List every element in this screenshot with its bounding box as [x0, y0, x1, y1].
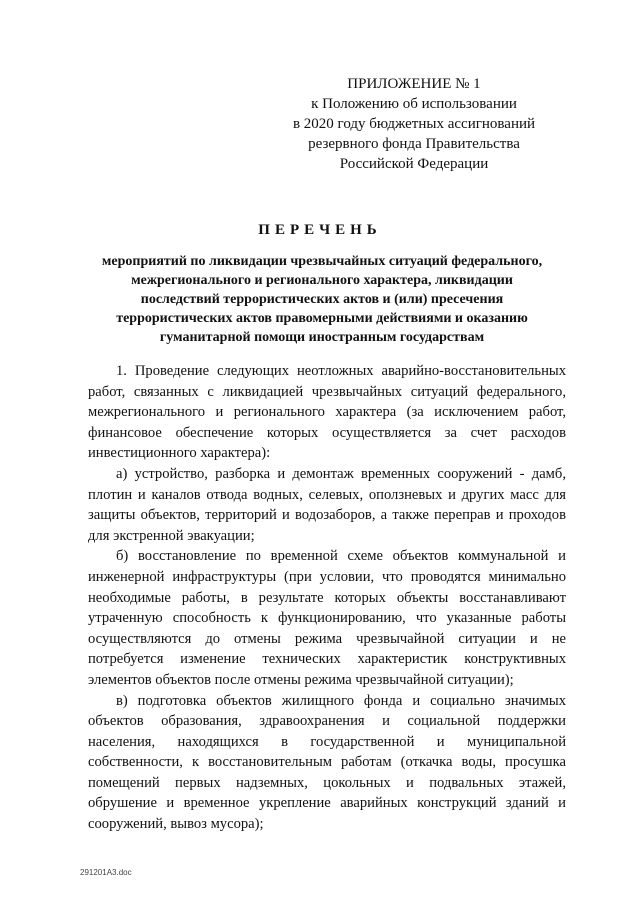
- paragraph-1: 1. Проведение следующих неотложных аварийно-восстановительных работ, связанных с ликвидацией чрезвычайных ситуаций федерального, межрегионального и регионального характера (за исключением работ, финансовое обеспечение которых осуществляется за счет расходов инвестиционного характера):: [88, 363, 566, 462]
- annex-ref-line: к Положению об использовании: [311, 96, 517, 112]
- annex-header: [284, 74, 544, 174]
- paragraph-b: б) восстановление по временной схеме объектов коммунальной и инженерной инфраструктуры (при условии, что проводятся минимально необходимые работы, в результате которых объекты восстанавливают утраченную способность к функционированию, что указанные работы осуществляются до отмены режима чрезвычайной ситуации и не потребуется изменение технических характеристик конструктивных элементов объектов после отмены режима чрезвычайной ситуации);: [88, 548, 566, 688]
- annex-ref-line: резервного фонда Правительства: [308, 136, 520, 152]
- subtitle-line: гуманитарной помощи иностранным государствам: [159, 330, 485, 345]
- subtitle-line: межрегионального и регионального характера, ликвидации: [131, 273, 513, 288]
- annex-ref-line: в 2020 году бюджетных ассигнований: [292, 116, 536, 132]
- subtitle-line: последствий террористических актов и (или) пресечения: [140, 292, 504, 307]
- paragraph-c: в) подготовка объектов жилищного фонда и социально значимых объектов образования, здравоохранения и социальной поддержки населения, находящихся в государственной и муниципальной собственности, к восстановительным работам (откачка воды, просушка помещений первых надземных, цокольных и подвальных этажей, обрушение и временное укрепление аварийных конструкций зданий и сооружений, вывоз мусора);: [88, 692, 566, 833]
- paragraph-a: а) устройство, разборка и демонтаж временных сооружений - дамб, плотин и каналов отвода водных, селевых, оползневых и других масс для защиты объектов, территорий и водозаборов, а также переправ и проходов для экстренной эвакуации;: [88, 465, 566, 544]
- subtitle-line: мероприятий по ликвидации чрезвычайных ситуаций федерального,: [101, 254, 543, 269]
- annex-ref-line: Российской Федерации: [339, 156, 489, 172]
- document-body: [88, 361, 566, 835]
- document-title: ПЕРЕЧЕНЬ: [258, 222, 382, 238]
- document-subtitle: [82, 252, 562, 347]
- annex-number: ПРИЛОЖЕНИЕ № 1: [347, 76, 481, 92]
- subtitle-line: террористических актов правомерными действиями и оказанию: [116, 311, 528, 326]
- file-name-footer: 291201A3.doc: [80, 868, 132, 877]
